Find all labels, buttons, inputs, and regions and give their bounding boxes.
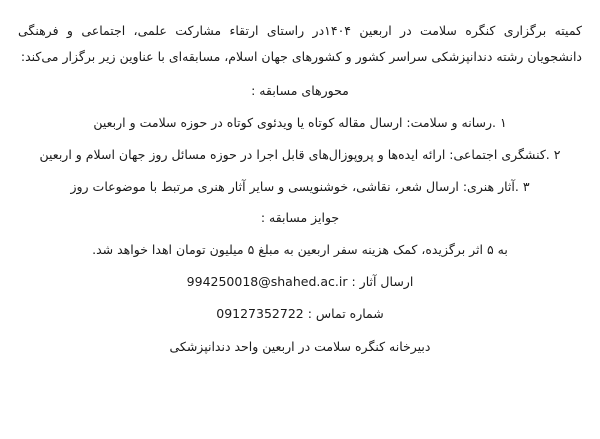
contact-label-email: ارسال آثار : <box>351 273 414 289</box>
contact-row-phone <box>18 302 582 326</box>
contact-label-phone: شماره تماس : <box>307 305 384 321</box>
footer-signature: دبیرخانه کنگره سلامت در اربعین واحد دندانپزشکی <box>169 339 431 355</box>
topic-item-3: ۳ .آثار هنری: ارسال شعر، نقاشی، خوشنویسی و سایر آثار هنری مرتبط با موضوعات روز <box>70 178 530 194</box>
prizes-text: به ۵ اثر برگزیده، کمک هزینه سفر اربعین به مبلغ ۵ میلیون تومان اهدا خواهد شد. <box>92 242 508 257</box>
prizes-heading: جوایز مسابقه : <box>260 210 340 226</box>
contact-value-phone[interactable]: 09127352722 <box>216 305 304 321</box>
topics-heading: محورهای مسابقه : <box>251 83 349 99</box>
contact-value-email[interactable]: 994250018@shahed.ac.ir <box>186 273 348 289</box>
topic-item-2: ۲ .کنشگری اجتماعی: ارائه ایده‌ها و پروپوزال‌های قابل اجرا در حوزه مسائل روز جهان اسلام و اربعین <box>39 146 561 162</box>
intro-paragraph: کمیته برگزاری کنگره سلامت در اربعین ۱۴۰۴در راستای ارتقاء مشارکت علمی، اجتماعی و فرهنگی دانشجویان رشته دندانپزشکی سراسر کشور و کشورهای جهان اسلام، مسابقه‌ای با عناوین زیر برگزار می‌کند: <box>18 23 583 64</box>
topic-item-1: ۱ .رسانه و سلامت: ارسال مقاله کوتاه یا ویدئوی کوتاه در حوزه سلامت و اربعین <box>93 115 507 130</box>
contact-row-email <box>18 270 582 294</box>
